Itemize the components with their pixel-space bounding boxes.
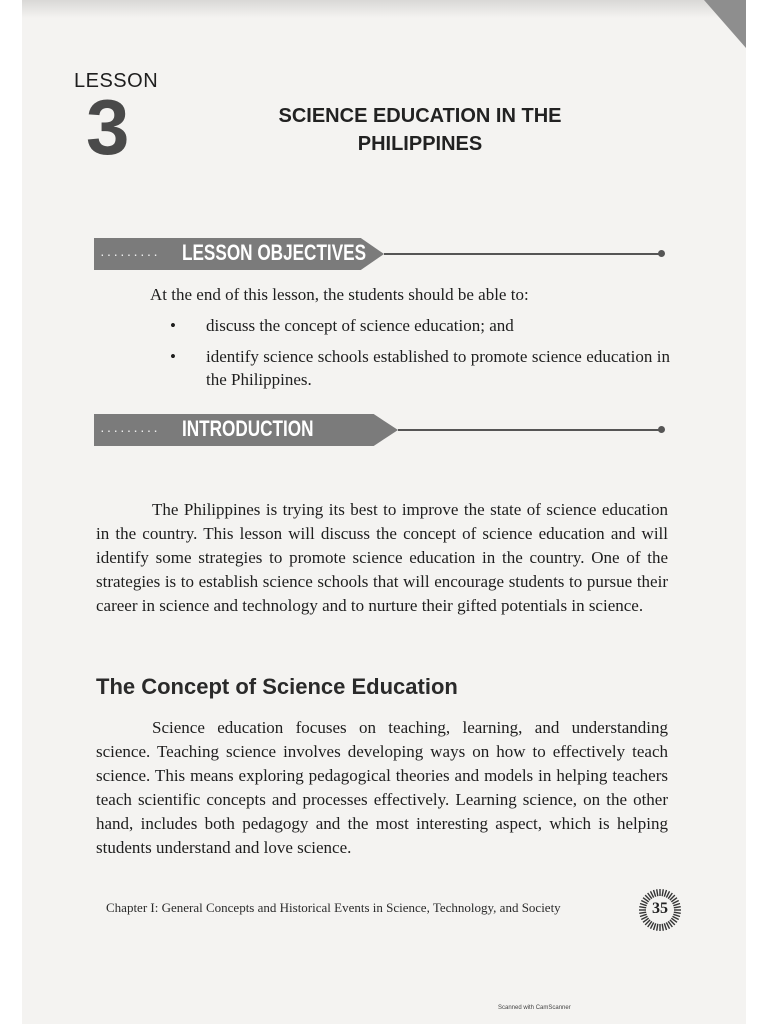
objectives-banner-end-dot: [658, 250, 665, 257]
bullet-icon: •: [170, 347, 176, 366]
document-page: [22, 0, 746, 1024]
page-number-badge: [638, 888, 682, 932]
objectives-banner-line: [384, 253, 660, 255]
introduction-banner-label: INTRODUCTION: [182, 416, 314, 441]
lesson-title: [220, 102, 620, 158]
introduction-paragraph: The Philippines is trying its best to improve the state of science education in the country. This lesson will discuss the concept of science education and will identify some strategies to promote science education in the country. One of the strategies is to establish science schools that will encourage students to pursue their career in science and technology and to nurture their gifted potentials in science.: [96, 500, 668, 615]
objectives-list: [170, 314, 670, 399]
lesson-title-line1: SCIENCE EDUCATION IN THE: [278, 105, 562, 127]
page-corner-fold: [704, 0, 746, 48]
objective-item: [170, 314, 670, 337]
lesson-label: LESSON: [74, 70, 159, 92]
objectives-banner-label: LESSON OBJECTIVES: [182, 240, 367, 265]
introduction-banner: [94, 414, 668, 446]
introduction-banner-dots: ·········: [100, 422, 160, 438]
chapter-footer: Chapter I: General Concepts and Historical Events in Science, Technology, and Society: [106, 900, 561, 915]
objectives-banner: [94, 238, 668, 270]
introduction-banner-line: [398, 429, 660, 431]
concept-paragraph: Science education focuses on teaching, learning, and understanding science. Teaching science involves developing ways on how to effectively teach science. This means exploring pedagogical theories and models in helping teachers teach scientific concepts and processes effectively. Learning science, on the other hand, includes both pedagogy and the most interesting aspect, which is helping students understand and love science.: [96, 718, 668, 857]
page-number: 35: [652, 900, 668, 917]
objective-item: [170, 345, 670, 391]
section-heading: The Concept of Science Education: [96, 674, 458, 699]
objectives-banner-dots: ·········: [100, 246, 160, 262]
bullet-icon: •: [170, 316, 176, 335]
objectives-intro: At the end of this lesson, the students should be able to:: [150, 285, 529, 304]
lesson-number: 3: [86, 83, 130, 171]
objective-text: identify science schools established to promote science education in the Philippines.: [206, 347, 670, 389]
objective-text: discuss the concept of science education; and: [206, 316, 514, 335]
scanner-watermark: Scanned with CamScanner: [498, 1005, 571, 1011]
introduction-banner-end-dot: [658, 426, 665, 433]
lesson-title-line2: PHILIPPINES: [357, 133, 483, 155]
